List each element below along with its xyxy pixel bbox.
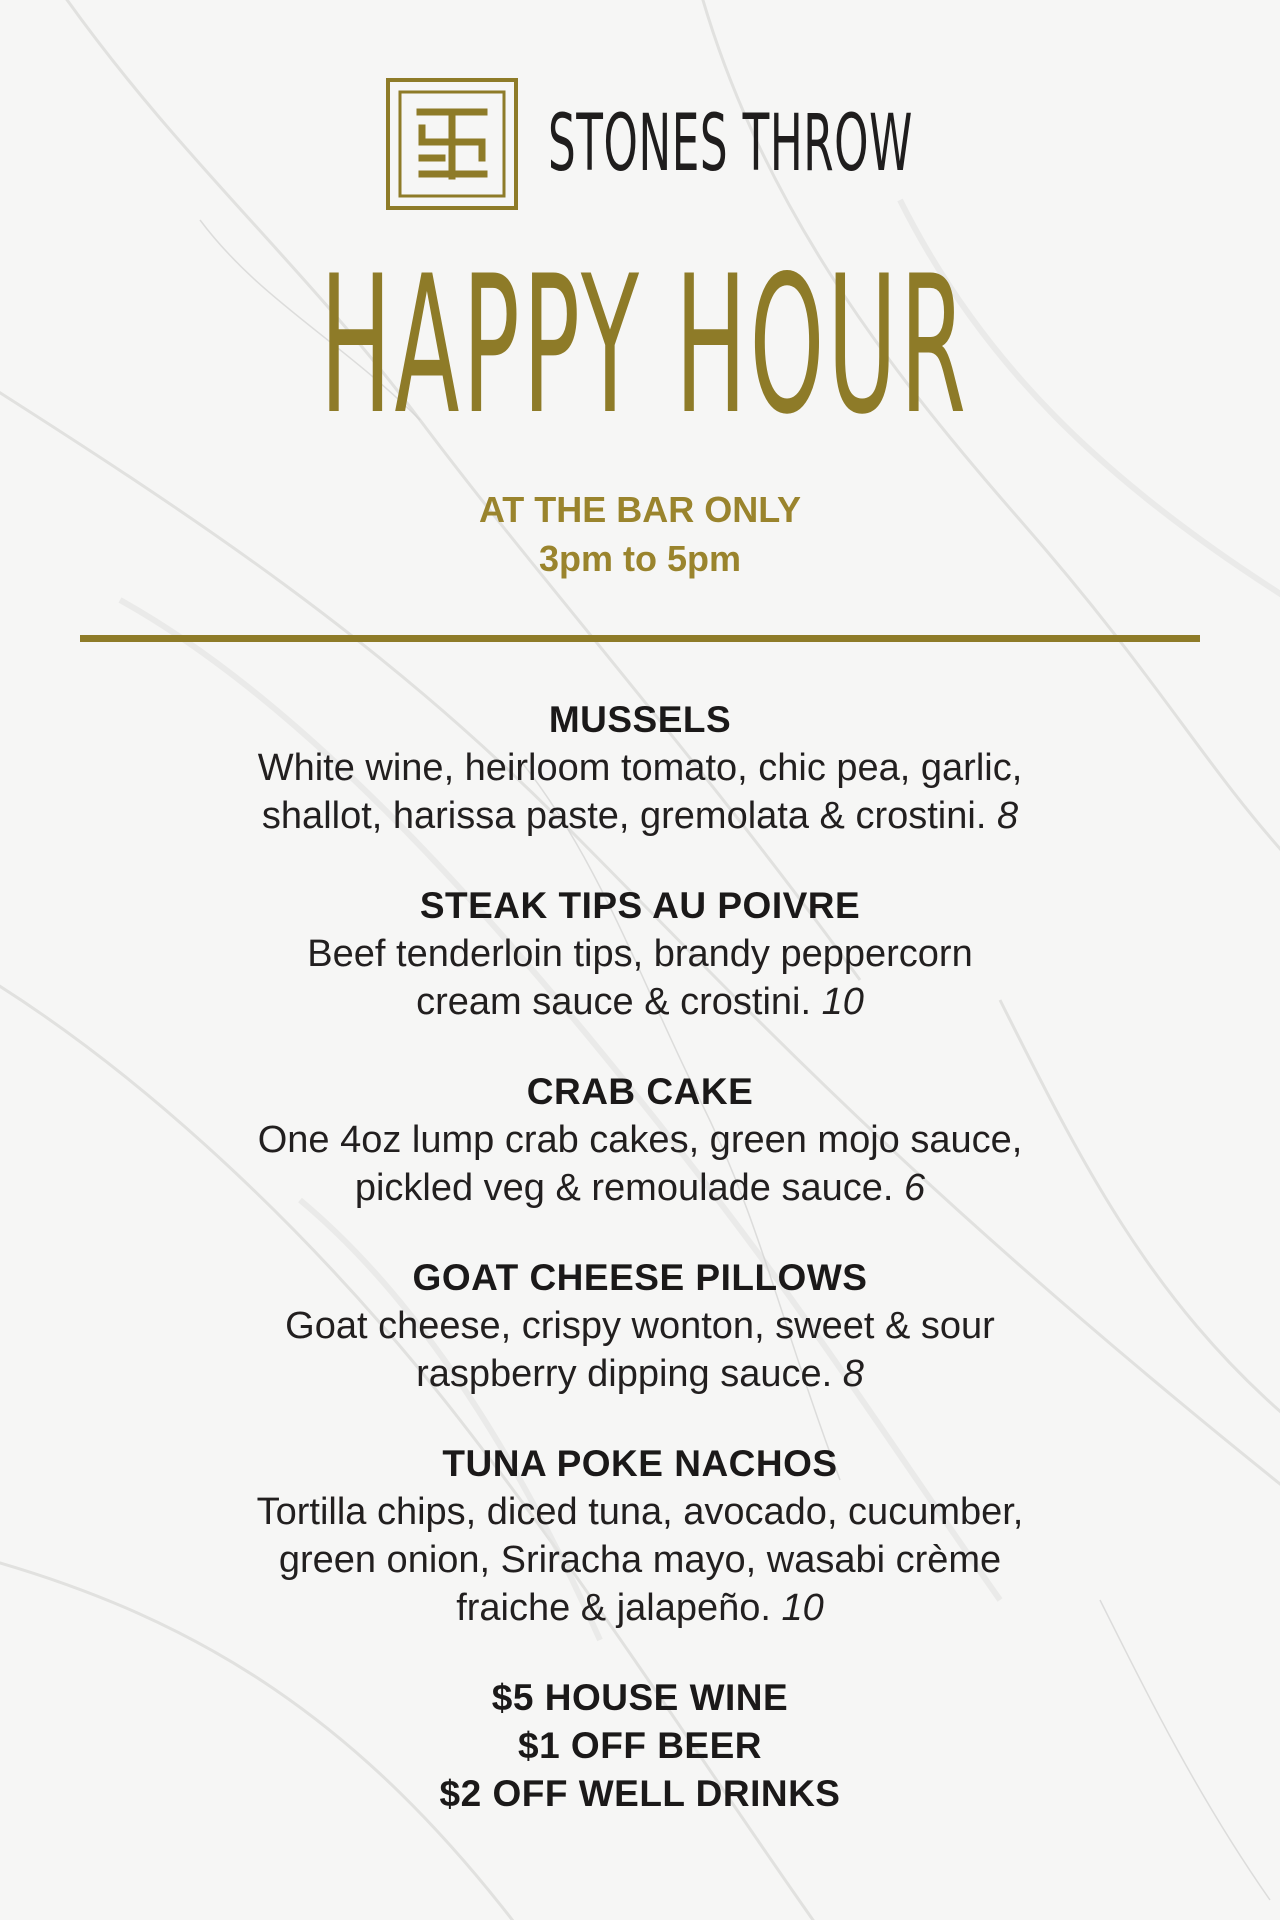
drink-special: $5 HOUSE WINE <box>491 1677 789 1718</box>
description-line: One 4oz lump crab cakes, green mojo sauce, <box>257 1119 1023 1161</box>
drink-special: $2 OFF WELL DRINKS <box>439 1773 841 1814</box>
menu-item-description <box>0 1116 1280 1212</box>
menu-item-description <box>0 744 1280 840</box>
st-monogram-icon <box>386 78 518 210</box>
description-line: cream sauce & crostini. <box>416 981 812 1023</box>
menu-item-price: 8 <box>996 795 1019 837</box>
menu-item-name: MUSSELS <box>548 699 732 740</box>
menu-item <box>0 882 1280 1026</box>
description-line: pickled veg & remoulade sauce. <box>354 1167 894 1209</box>
location-note: AT THE BAR ONLY <box>478 489 801 530</box>
menu-item-price: 10 <box>781 1587 824 1629</box>
menu-item <box>0 1068 1280 1212</box>
description-line: shallot, harissa paste, gremolata & crostini. <box>261 795 987 837</box>
menu-item-name: TUNA POKE NACHOS <box>442 1443 838 1484</box>
description-line: green onion, Sriracha mayo, wasabi crème <box>278 1539 1002 1581</box>
drink-specials <box>0 1674 1280 1818</box>
drink-special: $1 OFF BEER <box>518 1725 762 1766</box>
menu-item-name: GOAT CHEESE PILLOWS <box>412 1257 868 1298</box>
menu-item-price: 6 <box>904 1167 926 1209</box>
menu-list <box>0 696 1280 1818</box>
description-line: Tortilla chips, diced tuna, avocado, cucumber, <box>256 1491 1024 1533</box>
description-line: raspberry dipping sauce. <box>416 1353 833 1395</box>
description-line: Goat cheese, crispy wonton, sweet & sour <box>285 1305 995 1347</box>
menu-item-name: STEAK TIPS AU POIVRE <box>419 885 861 926</box>
menu-item-name: CRAB CAKE <box>526 1071 754 1112</box>
description-line: Beef tenderloin tips, brandy peppercorn <box>307 933 973 975</box>
menu-item-description <box>0 1488 1280 1632</box>
menu-item <box>0 1254 1280 1398</box>
description-line: White wine, heirloom tomato, chic pea, garlic, <box>257 747 1023 789</box>
brand-header <box>0 78 1280 212</box>
gold-divider <box>80 635 1200 642</box>
hours-note: 3pm to 5pm <box>538 538 742 579</box>
menu-item <box>0 1440 1280 1632</box>
description-line: fraiche & jalapeño. <box>456 1587 771 1629</box>
page-title: HAPPY HOUR <box>320 235 969 456</box>
brand-name: STONES THROW <box>548 99 913 189</box>
menu-item-price: 10 <box>821 981 864 1023</box>
menu-item-price: 8 <box>842 1353 864 1395</box>
menu-item <box>0 696 1280 840</box>
menu-item-description <box>0 1302 1280 1398</box>
menu-item-description <box>0 930 1280 1026</box>
